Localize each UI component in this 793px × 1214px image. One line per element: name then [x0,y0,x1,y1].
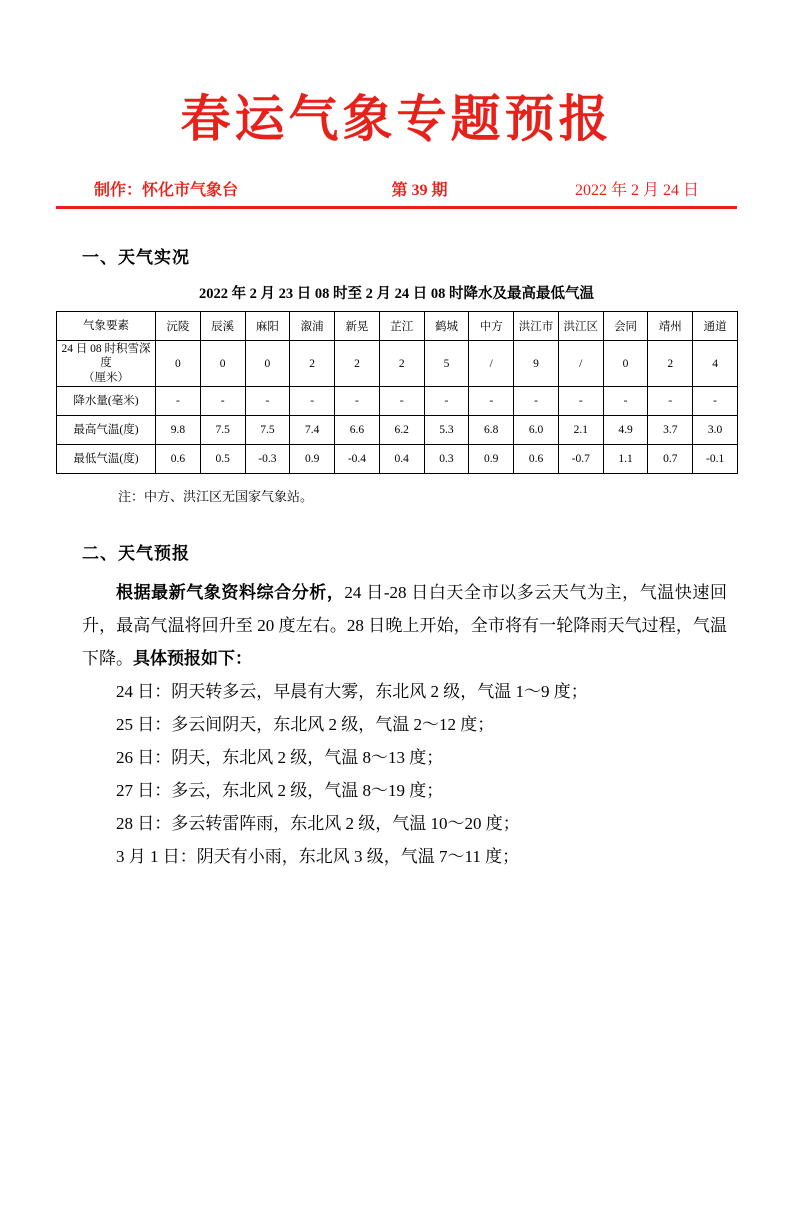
forecast-day-line: 27 日：多云，东北风 2 级，气温 8～19 度； [116,781,444,801]
forecast-day-line: 3 月 1 日：阴天有小雨，东北风 3 级，气温 7～11 度； [116,847,520,867]
document-page [0,92,793,1214]
table-cell: 2 [648,341,693,387]
table-cell: 1.1 [603,445,648,474]
forecast-paragraph [56,576,737,675]
table-note: 注：中方、洪江区无国家气象站。 [118,489,314,505]
table-cell: 9 [514,341,559,387]
forecast-lead: 根据最新气象资料综合分析， [116,583,345,603]
table-row-header: 最低气温(度) [57,445,156,474]
table-cell: 0 [245,341,290,387]
weather-data-table [56,311,738,474]
table-cell: 2 [290,341,335,387]
table-col-header: 鹤城 [424,312,469,341]
issue-date: 2022 年 2 月 24 日 [574,182,699,199]
table-cell: -0.1 [693,445,738,474]
table-cell: 5.3 [424,416,469,445]
table-col-header: 洪江区 [558,312,603,341]
table-cell: - [156,387,201,416]
table-cell: 7.4 [290,416,335,445]
table-row-header: 降水量(毫米) [57,387,156,416]
table-cell: 0.6 [514,445,559,474]
table-col-header: 芷江 [379,312,424,341]
forecast-day-line: 28 日：多云转雷阵雨，东北风 2 级，气温 10～20 度； [116,814,520,834]
table-col-header: 麻阳 [245,312,290,341]
table-cell: - [424,387,469,416]
table-cell: 4 [693,341,738,387]
table-cell: 0.9 [469,445,514,474]
table-cell: 0.9 [290,445,335,474]
table-cell: 2 [379,341,424,387]
table-row [57,445,738,474]
masthead-divider [56,206,737,209]
table-cell: 0 [200,341,245,387]
section-heading-2: 二、天气预报 [82,544,190,564]
table-col-header: 洪江市 [514,312,559,341]
forecast-day-line: 26 日：阴天，东北风 2 级，气温 8～13 度； [116,748,444,768]
table-cell: 7.5 [200,416,245,445]
table-col-header: 通道 [693,312,738,341]
producer-label: 制作：怀化市气象台 [94,182,239,199]
table-col-header: 中方 [469,312,514,341]
table-cell: 0.3 [424,445,469,474]
table-cell: - [290,387,335,416]
table-cell: - [335,387,380,416]
table-row-header: 最高气温(度) [57,416,156,445]
forecast-tail: 具体预报如下： [133,649,252,669]
table-cell: 0.7 [648,445,693,474]
table-cell: 6.2 [379,416,424,445]
table-cell: 0.6 [156,445,201,474]
table-cell: - [648,387,693,416]
table-cell: 2 [335,341,380,387]
section-heading-1: 一、天气实况 [82,248,190,267]
table-cell: 5 [424,341,469,387]
table-cell: 4.9 [603,416,648,445]
table-cell: 6.6 [335,416,380,445]
table-col-header: 靖州 [648,312,693,341]
table-row [57,387,738,416]
table-cell: - [469,387,514,416]
table-cell: / [469,341,514,387]
table-row-header-line2: （厘米） [83,371,129,384]
table-col-header: 新晃 [335,312,380,341]
table-cell: 2.1 [558,416,603,445]
table-row [57,341,738,387]
table-col-header: 溆浦 [290,312,335,341]
table-cell: - [558,387,603,416]
table-cell: - [245,387,290,416]
forecast-body: 24 日-28 日白天全市以多云天气为主，气温快速回升，最高气温将回升至 20 度左右。28 日晚上开始，全市将有一轮降雨天气过程，气温下降。 [82,583,727,669]
table-cell: 0.4 [379,445,424,474]
table-cell: - [693,387,738,416]
table-col-header: 沅陵 [156,312,201,341]
table-col-header: 气象要素 [57,312,156,341]
table-caption: 2022 年 2 月 23 日 08 时至 2 月 24 日 08 时降水及最高最低气温 [198,286,595,302]
issue-number: 第 39 期 [391,182,448,199]
table-cell: - [379,387,424,416]
table-cell: / [558,341,603,387]
forecast-day-line: 25 日：多云间阴天，东北风 2 级，气温 2～12 度； [116,715,495,735]
table-cell: 6.8 [469,416,514,445]
table-cell: -0.3 [245,445,290,474]
table-cell: 9.8 [156,416,201,445]
table-cell: 0 [156,341,201,387]
table-cell: 0.5 [200,445,245,474]
forecast-day-line: 24 日：阴天转多云，早晨有大雾，东北风 2 级，气温 1～9 度； [116,682,588,702]
masthead-info [56,177,737,206]
page-title: 春运气象专题预报 [180,91,613,147]
table-cell: 7.5 [245,416,290,445]
table-row-header [57,341,156,387]
table-cell: -0.7 [558,445,603,474]
table-cell: 0 [603,341,648,387]
table-cell: -0.4 [335,445,380,474]
table-header-row [57,312,738,341]
table-cell: 3.7 [648,416,693,445]
table-cell: - [514,387,559,416]
table-col-header: 会同 [603,312,648,341]
table-cell: - [603,387,648,416]
table-cell: 6.0 [514,416,559,445]
table-cell: - [200,387,245,416]
table-row-header-line1: 24 日 08 时积雪深度 [61,343,151,370]
table-cell: 3.0 [693,416,738,445]
table-row [57,416,738,445]
table-col-header: 辰溪 [200,312,245,341]
